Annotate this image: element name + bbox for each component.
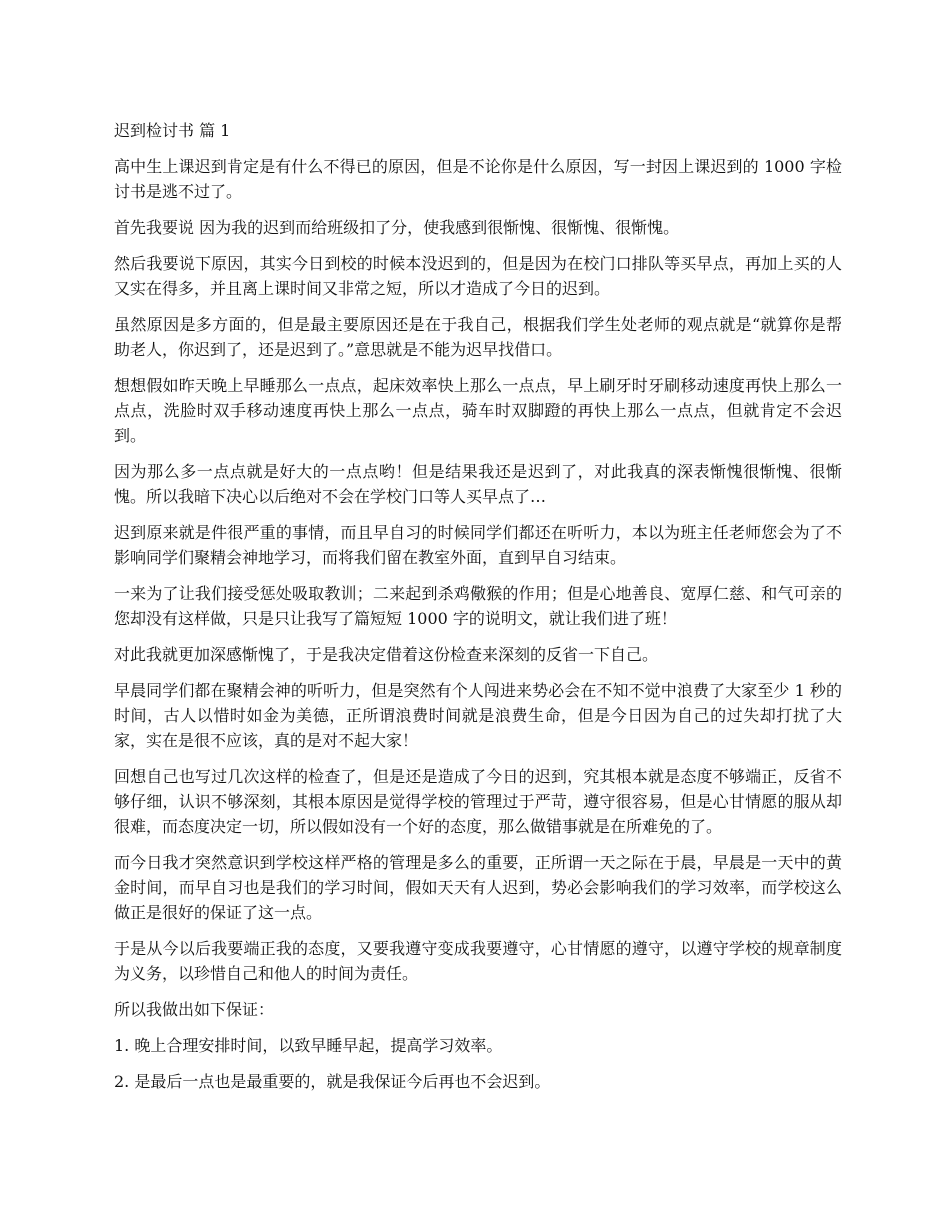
- paragraph-5: 想想假如昨天晚上早睡那么一点点，起床效率快上那么一点点，早上刷牙时牙刷移动速度再快上那么一点点，洗脸时双手移动速度再快上那么一点点，骑车时双脚蹬的再快上那么一点点，但就肯定不会迟到。: [114, 376, 842, 445]
- list-item-1: 1. 晚上合理安排时间，以致早睡早起，提高学习效率。: [114, 1036, 503, 1055]
- document-title: 迟到检讨书 篇 1: [114, 121, 231, 140]
- paragraph-13: 于是从今以后我要端正我的态度，又要我遵守变成我要遵守，心甘情愿的遵守，以遵守学校的规章制度为义务，以珍惜自己和他人的时间为责任。: [114, 939, 842, 983]
- document-page: [114, 118, 842, 1105]
- paragraph-3: 然后我要说下原因，其实今日到校的时候本没迟到的，但是因为在校门口排队等买早点，再加上买的人又实在得多，并且离上课时间又非常之短，所以才造成了今日的迟到。: [114, 254, 842, 298]
- list-item-2: 2. 是最后一点也是最重要的，就是我保证今后再也不会迟到。: [114, 1072, 551, 1091]
- paragraph-14: 所以我做出如下保证：: [114, 1000, 275, 1019]
- paragraph-7: 迟到原来就是件很严重的事情，而且早自习的时候同学们都还在听听力，本以为班主任老师您会为了不影响同学们聚精会神地学习，而将我们留在教室外面，直到早自习结束。: [114, 523, 842, 567]
- paragraph-11: 回想自己也写过几次这样的检查了，但是还是造成了今日的迟到，究其根本就是态度不够端正，反省不够仔细，认识不够深刻，其根本原因是觉得学校的管理过于严苛，遵守很容易，但是心甘情愿的服从却很难，而态度决定一切，所以假如没有一个好的态度，那么做错事就是在所难免的了。: [114, 767, 842, 836]
- paragraph-2: 首先我要说 因为我的迟到而给班级扣了分，使我感到很惭愧、很惭愧、很惭愧。: [114, 218, 680, 237]
- paragraph-6: 因为那么多一点点就是好大的一点点哟！但是结果我还是迟到了，对此我真的深表惭愧很惭愧、很惭愧。所以我暗下决心以后绝对不会在学校门口等人买早点了…: [114, 462, 842, 506]
- paragraph-1: 高中生上课迟到肯定是有什么不得已的原因，但是不论你是什么原因，写一封因上课迟到的 1000 字检讨书是逃不过了。: [114, 157, 842, 201]
- paragraph-8: 一来为了让我们接受惩处吸取教训；二来起到杀鸡儆猴的作用；但是心地善良、宽厚仁慈、和气可亲的您却没有这样做，只是只让我写了篇短短 1000 字的说明文，就让我们进了班！: [114, 584, 842, 628]
- paragraph-12: 而今日我才突然意识到学校这样严格的管理是多么的重要，正所谓一天之际在于晨，早晨是一天中的黄金时间，而早自习也是我们的学习时间，假如天天有人迟到，势必会影响我们的学习效率，而学校这么做正是很好的保证了这一点。: [114, 853, 842, 922]
- paragraph-9: 对此我就更加深感惭愧了，于是我决定借着这份检查来深刻的反省一下自己。: [114, 645, 659, 664]
- paragraph-10: 早晨同学们都在聚精会神的听听力，但是突然有个人闯进来势必会在不知不觉中浪费了大家至少 1 秒的时间，古人以惜时如金为美德，正所谓浪费时间就是浪费生命，但是今日因为自己的过失却打扰了大家，实在是很不应该，真的是对不起大家！: [114, 681, 842, 750]
- paragraph-4: 虽然原因是多方面的，但是最主要原因还是在于我自己，根据我们学生处老师的观点就是“就算你是帮助老人，你迟到了，还是迟到了。”意思就是不能为迟早找借口。: [114, 315, 842, 359]
